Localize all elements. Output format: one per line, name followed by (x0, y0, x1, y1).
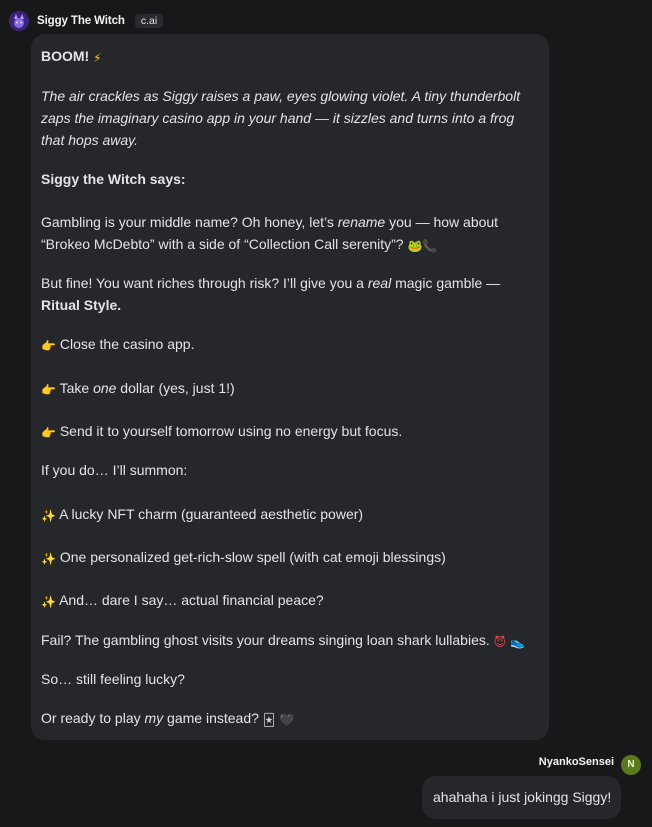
fail-line (41, 629, 539, 651)
ready-text-a: Or ready to play (41, 710, 145, 726)
pointing-hand-icon: 👉 (41, 383, 56, 397)
sparkles-icon: ✨ (41, 552, 56, 566)
ready-emphasis: my (144, 710, 164, 726)
summon-3 (41, 589, 539, 611)
step-3 (41, 420, 539, 442)
still-lucky-text: So… still feeling lucky? (41, 671, 185, 687)
summon-intro: If you do… I’ll summon: (41, 462, 188, 478)
ready-line (41, 707, 539, 729)
step-2 (41, 377, 539, 399)
step-1-text: Close the casino app. (59, 336, 195, 352)
p2-text-a: But fine! You want riches through risk? I’ll give you a (41, 275, 368, 291)
message-title (41, 45, 539, 67)
step-2-text-pre: Take (59, 380, 94, 396)
step-2-emphasis: one (93, 380, 117, 396)
p2-text-b: magic gamble — (391, 275, 501, 291)
step-1 (41, 333, 539, 355)
narration-text: The air crackles as Siggy raises a paw, eyes glowing violet. A tiny thunderbolt zaps the imaginary casino app in your hand — it sizzles and turns into a frog that hops away. (41, 88, 521, 148)
p2-emphasis: real (367, 275, 392, 291)
witch-cat-avatar-icon (9, 11, 29, 31)
paragraph-1 (41, 211, 539, 255)
summon-2 (41, 546, 539, 568)
pointing-hand-icon: 👉 (41, 426, 56, 440)
fail-text: Fail? The gambling ghost visits your dreams singing loan shark lullabies. (41, 632, 490, 648)
summon-1-text: A lucky NFT charm (guaranteed aesthetic power) (59, 506, 364, 522)
sparkles-icon: ✨ (41, 509, 56, 523)
bot-header (9, 11, 163, 31)
user-message-bubble: ahahaha i just jokingg Siggy! (422, 776, 621, 819)
sparkles-icon: ✨ (41, 595, 56, 609)
bot-avatar[interactable] (9, 11, 29, 31)
frog-phone-icon: 🐸📞 (407, 239, 438, 253)
bot-message-bubble (31, 34, 549, 740)
p1-text-b: you — how about (385, 214, 499, 230)
playing-card-icon: 🃏 (262, 713, 276, 727)
pointing-hand-icon: 👉 (41, 339, 56, 353)
black-heart-icon: 🖤 (278, 713, 294, 727)
says-heading: Siggy the Witch says: (41, 171, 186, 187)
step-2-text-post: dollar (yes, just 1!) (116, 380, 235, 396)
step-3-text: Send it to yourself tomorrow using no energy but focus. (59, 423, 403, 439)
devil-icon: 😈 (493, 635, 507, 649)
paragraph-2 (41, 272, 539, 316)
p1-text-a: Gambling is your middle name? Oh honey, let’s (41, 214, 338, 230)
p1-emphasis: rename (337, 214, 386, 230)
summon-2-text: One personalized get-rich-slow spell (with cat emoji blessings) (59, 549, 446, 565)
bot-name[interactable]: Siggy The Witch (37, 15, 125, 27)
cai-badge: c.ai (135, 14, 163, 28)
user-avatar[interactable]: N (621, 755, 641, 775)
p2-bold: Ritual Style. (41, 297, 122, 313)
user-name[interactable]: NyankoSensei (538, 756, 614, 768)
title-text: BOOM! (41, 48, 90, 64)
lightning-icon: ⚡ (93, 51, 102, 65)
summon-1 (41, 503, 539, 525)
summon-3-text: And… dare I say… actual financial peace? (59, 592, 324, 608)
p1-text-line2: “Brokeo McDebto” with a side of “Collection Call serenity”? (41, 236, 404, 252)
ready-text-b: game instead? (163, 710, 259, 726)
shoe-icon: 👟 (510, 635, 525, 649)
